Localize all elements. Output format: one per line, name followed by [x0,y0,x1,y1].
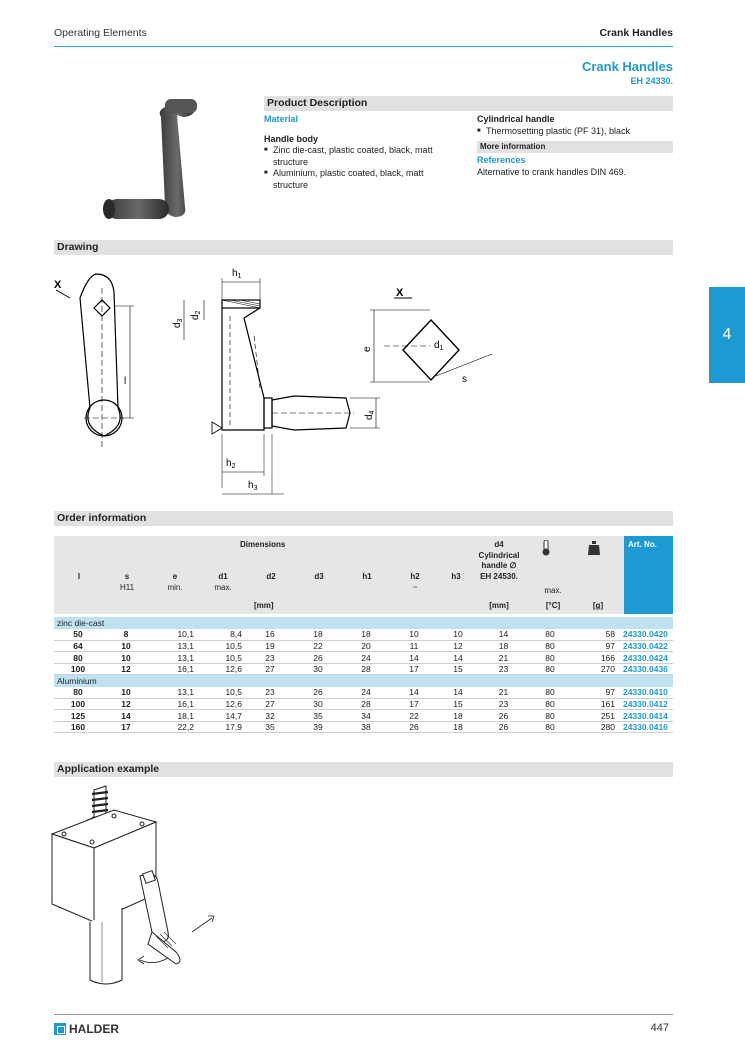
art-label: Art. No. [628,540,657,549]
table-cell: 10 [102,640,150,652]
table-cell: 18 [438,721,478,733]
table-cell: 13,1 [150,687,198,699]
body-item: ■ Zinc die-cast, plastic coated, black, matt structure [264,145,459,168]
body-heading: Handle body [264,133,319,144]
brand-name: HALDER [69,1022,119,1036]
table-cell: 80 [529,710,571,722]
references-label: References [477,155,526,165]
table-cell: 10,5 [198,652,246,664]
table-cell: 16,1 [150,698,198,710]
table-row[interactable] [54,721,673,733]
dim-e: e [362,346,373,352]
product-description-heading: Product Description [264,96,673,111]
table-cell: 64 [54,640,102,652]
table-cell: 80 [529,687,571,699]
table-cell: 26 [478,710,529,722]
table-cell: 30 [294,663,342,675]
table-cell: 160 [54,721,102,733]
table-cell: 15 [438,698,478,710]
table-cell: 80 [529,629,571,641]
body-item: ■ Aluminium, plastic coated, black, matt structure [264,168,459,191]
table-cell: 80 [54,687,102,699]
article-number-link[interactable]: 24330.0436 [619,663,673,675]
column-header: d2 [266,572,276,581]
material-label: Material [264,114,299,124]
table-cell: 34 [342,710,390,722]
table-row[interactable] [54,663,673,675]
table-cell: 27 [246,663,294,675]
column-header: l [77,572,81,581]
table-cell: 8 [102,629,150,641]
table-cell: 10 [102,687,150,699]
table-cell: 161 [571,698,619,710]
more-info-bar: More information [477,141,673,153]
header-divider [54,46,673,47]
column-header: e [172,572,178,581]
table-cell: 18,1 [150,710,198,722]
table-cell: 14 [478,629,529,641]
column-header: s [124,572,130,581]
table-cell: 32 [246,710,294,722]
product-description-left [264,114,464,191]
table-cell: 27 [246,698,294,710]
dim-l: l [124,376,127,387]
table-cell: 10 [438,629,478,641]
weight-icon [588,541,600,555]
column-subheader: max. [214,583,232,592]
table-row[interactable] [54,698,673,710]
references-text: Alternative to crank handles DIN 469. [477,166,627,177]
table-cell: 18 [438,710,478,722]
table-cell: 28 [342,663,390,675]
table-cell: 80 [529,652,571,664]
table-cell: 24 [342,652,390,664]
table-cell: 100 [54,698,102,710]
table-cell: 10,5 [198,640,246,652]
article-number-link[interactable]: 24330.0422 [619,640,673,652]
table-row[interactable] [54,629,673,641]
table-cell: 251 [571,710,619,722]
table-cell: 22 [294,640,342,652]
table-cell: 17 [390,698,438,710]
order-heading: Order information [54,511,673,526]
group-row [54,675,673,687]
table-cell: 10,5 [198,687,246,699]
table-cell: 20 [342,640,390,652]
table-cell: 80 [529,640,571,652]
technical-drawing [54,258,504,498]
footer-divider [54,1014,673,1015]
order-table-header [54,536,673,614]
article-number-link[interactable]: 24330.0412 [619,698,673,710]
column-header: h2 [410,572,420,581]
table-cell: 14 [390,652,438,664]
table-cell: 14 [438,652,478,664]
table-cell: 18 [342,629,390,641]
table-cell: 19 [246,640,294,652]
section-mark-x: X [54,279,62,291]
table-cell: 22 [390,710,438,722]
article-number-link[interactable]: 24330.0424 [619,652,673,664]
dim-d3: $d_3$ [172,318,184,328]
product-description-right [477,114,673,178]
table-cell: 21 [478,687,529,699]
order-table-body [54,617,673,733]
article-number-link[interactable]: 24330.0414 [619,710,673,722]
table-cell: 16 [246,629,294,641]
unit-celsius: [°C] [545,601,561,610]
cyl-label: Cylindrical handle ∅ [478,551,520,570]
table-cell: 10,1 [150,629,198,641]
order-table [54,617,673,733]
article-number-link[interactable]: 24330.0416 [619,721,673,733]
group-label: zinc die-cast [54,617,673,629]
page-number: 447 [650,1022,669,1034]
table-row[interactable] [54,652,673,664]
unit-mm: [mm] [254,601,274,610]
table-cell: 16,1 [150,663,198,675]
table-row[interactable] [54,710,673,722]
table-row[interactable] [54,687,673,699]
table-cell: 12,6 [198,663,246,675]
table-cell: 50 [54,629,102,641]
table-cell: 26 [390,721,438,733]
table-cell: 30 [294,698,342,710]
table-cell: 58 [571,629,619,641]
table-cell: 80 [54,652,102,664]
table-cell: 23 [246,652,294,664]
chapter-tab[interactable]: 4 [709,287,745,383]
detail-mark-x: X [396,287,404,299]
d4-label: d4 [494,540,504,549]
table-row[interactable] [54,640,673,652]
table-cell: 14,7 [198,710,246,722]
table-cell: 17 [102,721,150,733]
header-section: Crank Handles [599,27,673,39]
table-cell: 35 [294,710,342,722]
table-cell: 12 [102,663,150,675]
table-cell: 26 [478,721,529,733]
table-cell: 270 [571,663,619,675]
thermometer-icon [541,540,551,556]
table-cell: 80 [529,698,571,710]
table-cell: 280 [571,721,619,733]
page-subtitle: EH 24330. [630,76,673,86]
table-cell: 23 [478,698,529,710]
drawing-heading: Drawing [54,240,673,255]
dim-s: s [462,374,467,385]
column-header: d3 [314,572,324,581]
table-cell: 125 [54,710,102,722]
table-cell: 23 [246,687,294,699]
table-cell: 97 [571,687,619,699]
cyl-heading: Cylindrical handle [477,114,555,124]
table-cell: 35 [246,721,294,733]
table-cell: 14 [102,710,150,722]
table-cell: 18 [478,640,529,652]
table-cell: 14 [438,687,478,699]
dim-h3: $h_3$ [248,480,258,492]
table-cell: 12,6 [198,698,246,710]
table-cell: 11 [390,640,438,652]
table-cell: 166 [571,652,619,664]
table-cell: 23 [478,663,529,675]
dim-d1: $d_1$ [434,340,444,352]
dim-h1: $h_1$ [232,268,242,280]
table-cell: 39 [294,721,342,733]
table-cell: 10 [102,652,150,664]
table-cell: 80 [529,721,571,733]
column-subheader: ~ [412,583,418,592]
column-header: EH 24530. [480,572,518,581]
table-cell: 8,4 [198,629,246,641]
column-subheader: H11 [119,583,135,592]
table-cell: 14 [390,687,438,699]
column-header: h1 [362,572,372,581]
table-cell: 26 [294,652,342,664]
table-cell: 17 [390,663,438,675]
table-cell: 12 [102,698,150,710]
table-cell: 28 [342,698,390,710]
table-cell: 13,1 [150,640,198,652]
temp-max-label: max. [544,586,562,595]
table-cell: 38 [342,721,390,733]
table-cell: 18 [294,629,342,641]
article-number-link[interactable]: 24330.0420 [619,629,673,641]
dim-d4: $d_4$ [364,410,376,420]
table-cell: 80 [529,663,571,675]
table-cell: 15 [438,663,478,675]
dim-d2: $d_2$ [190,310,202,320]
brand-logo [54,1022,119,1036]
table-cell: 24 [342,687,390,699]
page-title: Crank Handles [581,59,673,74]
table-cell: 97 [571,640,619,652]
cyl-item: ■ Thermosetting plastic (PF 31), black [477,126,673,138]
table-cell: 13,1 [150,652,198,664]
unit-mm-d4: [mm] [489,601,509,610]
table-cell: 10 [390,629,438,641]
group-label: Aluminium [54,675,673,687]
column-header: d1 [218,572,228,581]
dimensions-label: Dimensions [240,540,286,549]
table-cell: 22,2 [150,721,198,733]
table-cell: 21 [478,652,529,664]
application-illustration [44,782,234,992]
table-cell: 17,9 [198,721,246,733]
header-category: Operating Elements [54,27,147,39]
product-photo [95,95,225,225]
table-cell: 100 [54,663,102,675]
halder-logo-icon [54,1023,66,1035]
table-cell: 26 [294,687,342,699]
unit-grams: [g] [592,601,604,610]
column-header: h3 [451,572,461,581]
article-number-link[interactable]: 24330.0410 [619,687,673,699]
application-heading: Application example [54,762,673,777]
group-row [54,617,673,629]
dim-h2: $h_2$ [226,458,236,470]
table-cell: 12 [438,640,478,652]
column-subheader: min. [167,583,183,592]
